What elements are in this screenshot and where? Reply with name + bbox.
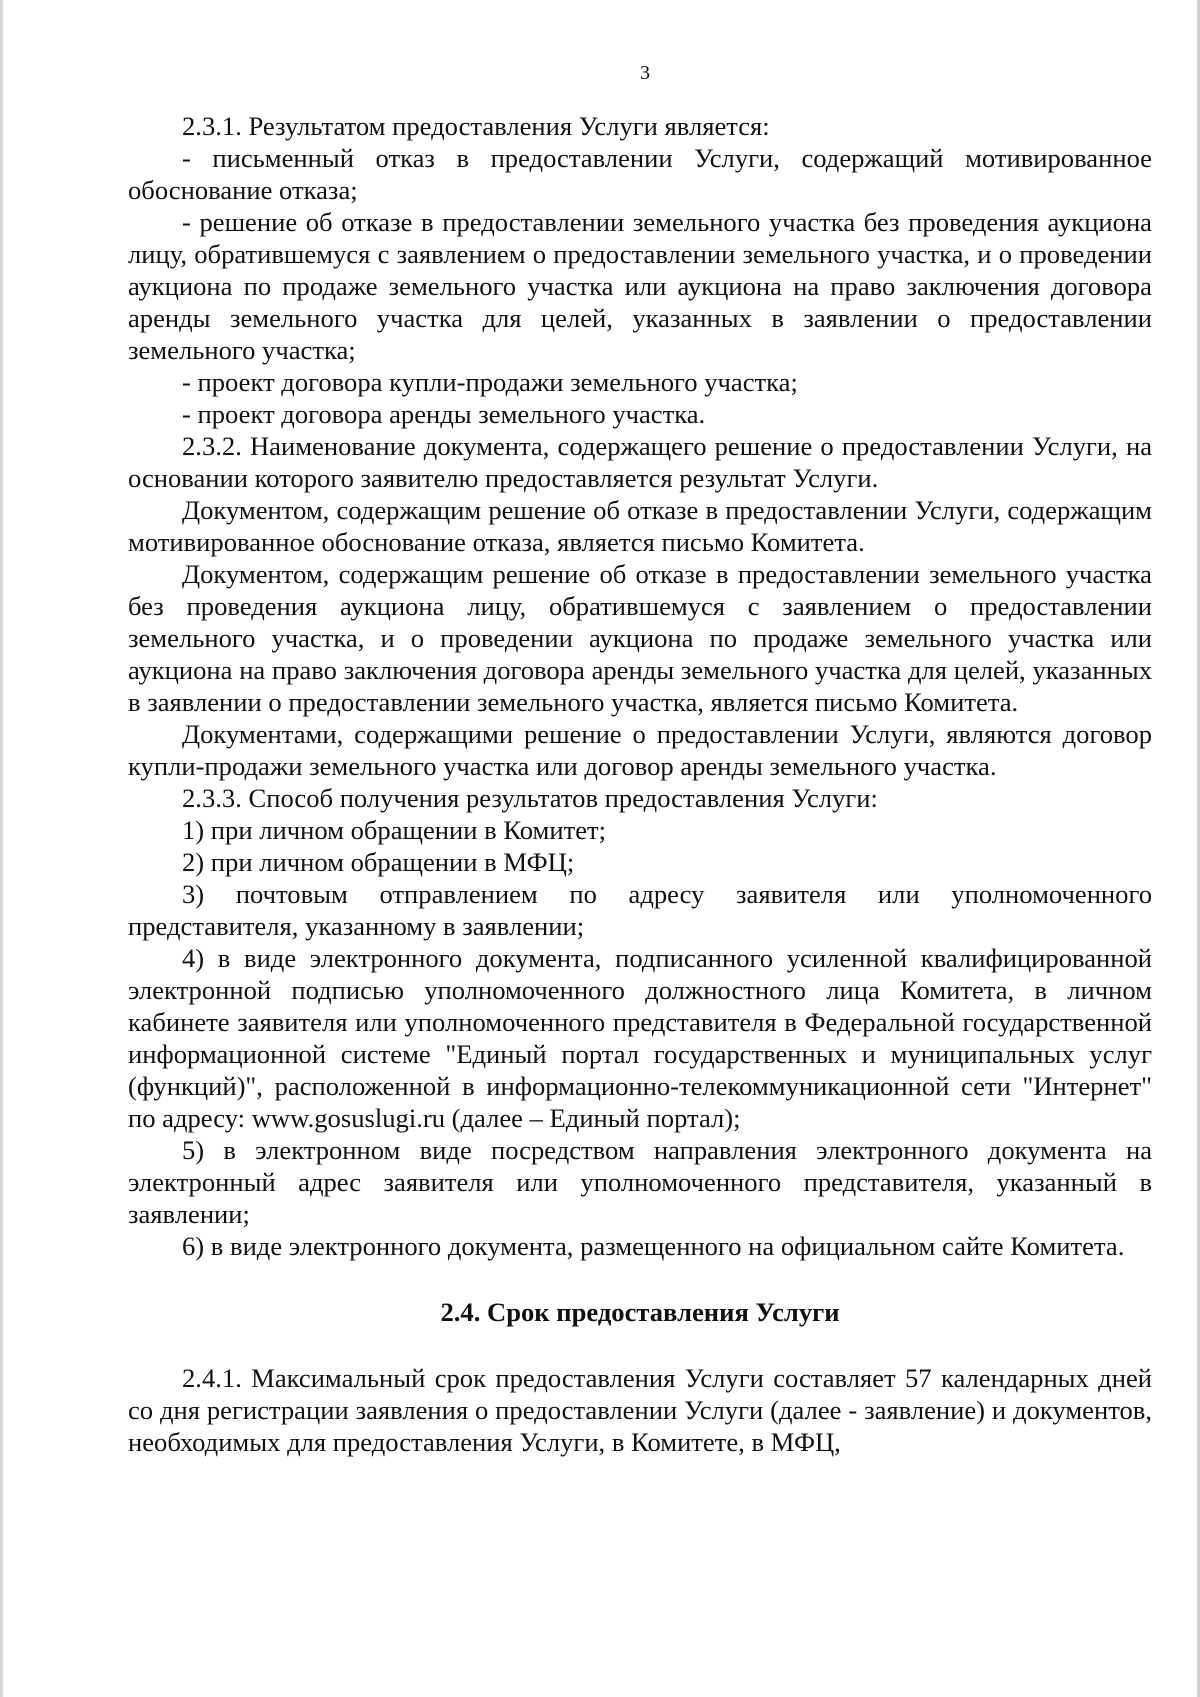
paragraph-refusal-letter: - письменный отказ в предоставлении Услуги, содержащий мотивированное обоснование отказа;	[128, 143, 1152, 205]
scan-edge-left	[0, 0, 3, 1697]
paragraph-sale-contract-draft: - проект договора купли-продажи земельного участка;	[182, 367, 798, 397]
paragraph-document-refusal: Документом, содержащим решение об отказе в предоставлении Услуги, содержащим мотивированное обоснование отказа, является письмо Комитета.	[128, 495, 1152, 557]
list-item-6: 6) в виде электронного документа, размещенного на официальном сайте Комитета.	[182, 1231, 1125, 1261]
paragraph-2-3-1: 2.3.1. Результатом предоставления Услуги является:	[182, 111, 770, 141]
paragraph-documents-provision: Документами, содержащими решение о предоставлении Услуги, являются договор купли-продажи земельного участка или договор аренды земельного участка.	[128, 719, 1152, 781]
paragraph-2-4-1: 2.4.1. Максимальный срок предоставления Услуги составляет 57 календарных дней со дня регистрации заявления о предоставлении Услуги (далее - заявление) и документов, необходимых для предоставления Услуги, в Комитете, в МФЦ,	[128, 1363, 1152, 1457]
list-item-4: 4) в виде электронного документа, подписанного усиленной квалифицированной электронной подписью уполномоченного должностного лица Комитета, в личном кабинете заявителя или уполномоченного представителя в Федеральной государственной информационной системе "Единый портал государственных и муниципальных услуг (функций)", расположенной в информационно-телекоммуникационной сети "Интернет" по адресу: www.gosuslugi.ru (далее – Единый портал);	[128, 943, 1152, 1133]
paragraph-lease-contract-draft: - проект договора аренды земельного участка.	[182, 399, 706, 429]
document-body	[128, 110, 1152, 1458]
page-number: 3	[640, 62, 650, 84]
paragraph-2-3-2: 2.3.2. Наименование документа, содержащего решение о предоставлении Услуги, на основании которого заявителю предоставляется результат Услуги.	[128, 431, 1152, 493]
list-item-3: 3) почтовым отправлением по адресу заявителя или уполномоченного представителя, указанному в заявлении;	[128, 879, 1152, 941]
paragraph-refusal-decision: - решение об отказе в предоставлении земельного участка без проведения аукциона лицу, обратившемуся с заявлением о предоставлении земельного участка, и о проведении аукциона по продаже земельного участка или аукциона на право заключения договора аренды земельного участка для целей, указанных в заявлении о предоставлении земельного участка;	[128, 207, 1152, 365]
list-item-5: 5) в электронном виде посредством направления электронного документа на электронный адрес заявителя или уполномоченного представителя, указанный в заявлении;	[128, 1135, 1152, 1229]
list-item-2: 2) при личном обращении в МФЦ;	[182, 847, 575, 877]
list-item-1: 1) при личном обращении в Комитет;	[182, 815, 607, 845]
section-heading: 2.4. Срок предоставления Услуги	[440, 1297, 840, 1327]
paragraph-document-land-refusal: Документом, содержащим решение об отказе в предоставлении земельного участка без проведения аукциона лицу, обратившемуся с заявлением о предоставлении земельного участка, и о проведении аукциона по продаже земельного участка или аукциона на право заключения договора аренды земельного участка для целей, указанных в заявлении о предоставлении земельного участка, является письмо Комитета.	[128, 559, 1152, 717]
paragraph-2-3-3: 2.3.3. Способ получения результатов предоставления Услуги:	[182, 783, 878, 813]
